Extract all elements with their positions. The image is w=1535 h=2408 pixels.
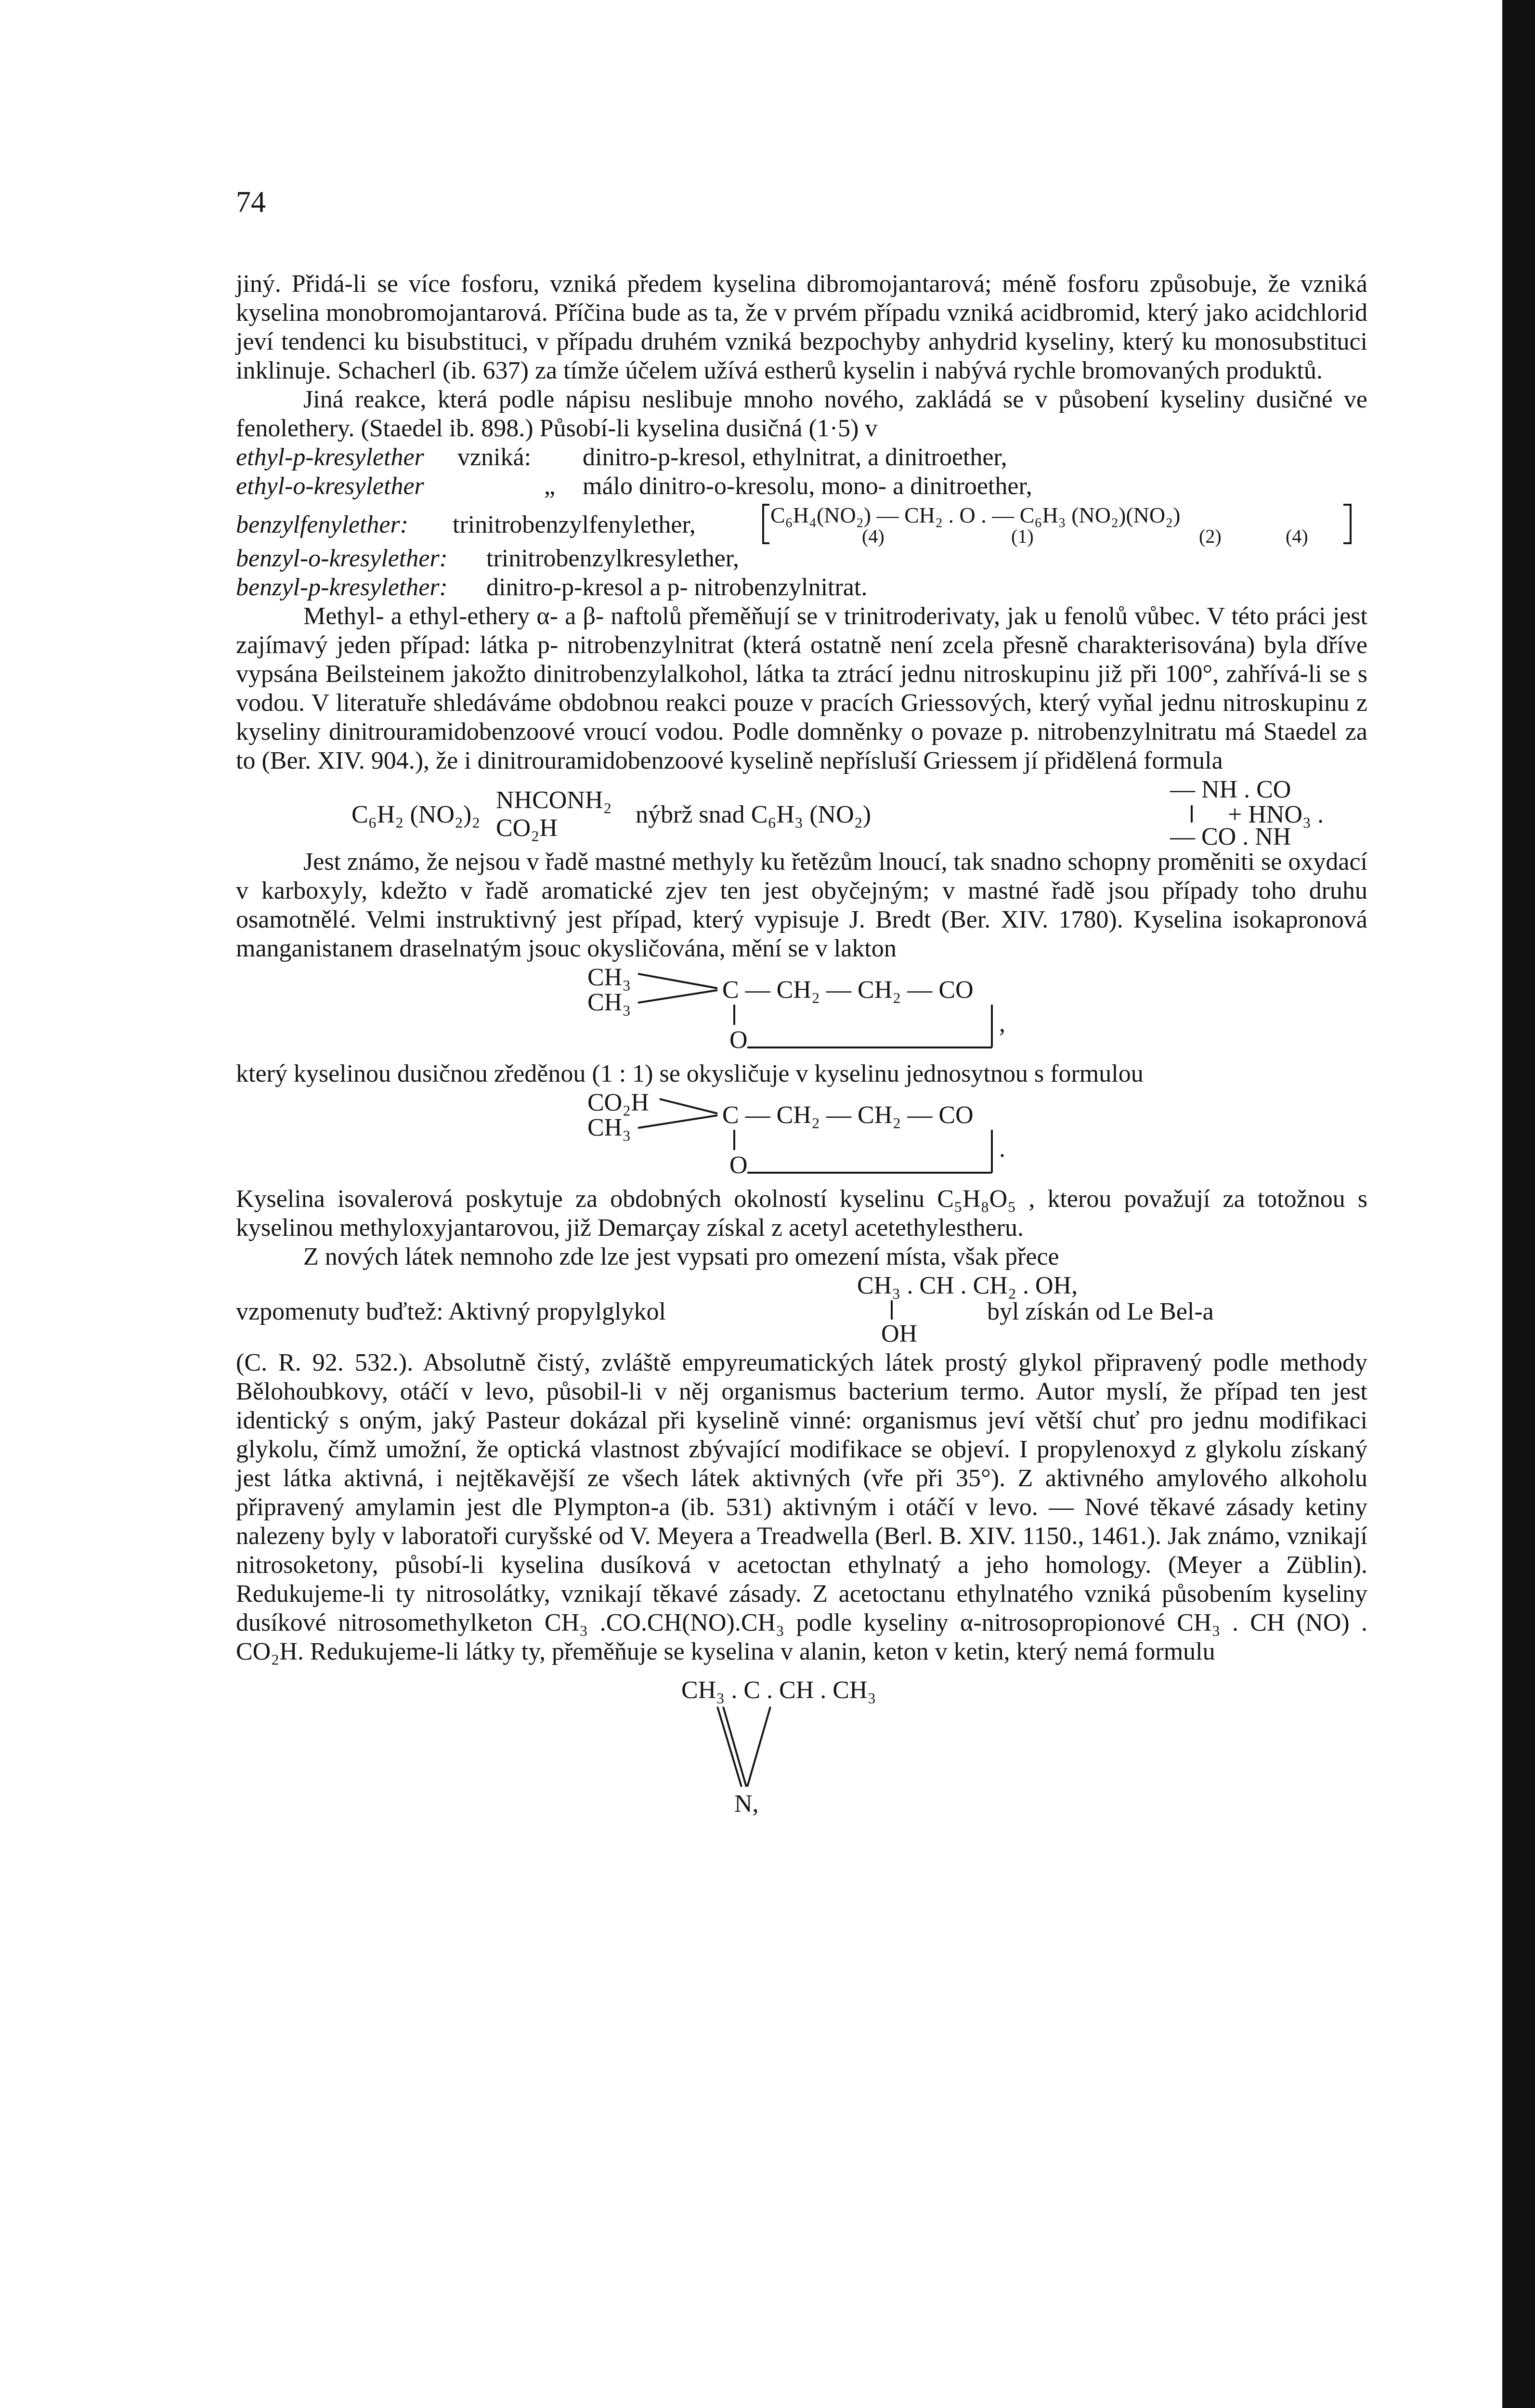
list-item: benzyl-o-kresylether: trinitrobenzylkresylether, (236, 545, 739, 572)
paragraph-4: Jest známo, že nejsou v řadě mastné methyly ku řetězům lnoucí, tak snadno schopny proměniti se oxydací v karboxyly, kdežto v řadě aromatické zjev ten jest obyčejným; v mastné řadě jsou případy toho druhu osamotnělé. Velmi instruktivný jest případ, který vypisuje J. Bredt (Ber. XIV. 1780). Kyselina isokapronová manganistanem draselnatým jsouc okysličována, mění se v lakton (236, 848, 1367, 962)
paragraph-3: Methyl- a ethyl-ethery α- a β- naftolů přeměňují se v trinitroderivaty, jak u fenolů vůbec. V této práci jest zajímavý jeden případ: látka p- nitrobenzylnitrat (která ostatně není zcela přesně charakterisována) byla dříve vypsána Beilsteinem jakožto dinitrobenzylalkohol, látka ta ztrácí jednu nitroskupinu již při 100°, zahřívá-li se s vodou. V literatuře shledáváme obdobnou reakci pouze v pracích Griessových, který vyňal jednu nitroskupinu z kyseliny dinitrouramidobenzoové vroucí vodou. Podle domněnky o povaze p. nitrobenzylnitratu má Staedel za to (Ber. XIV. 904.), že i dinitrouramidobenzoové kyselině nepřísluší Griessem jí přidělená formula (236, 602, 1367, 774)
scan-edge (1502, 0, 1535, 2408)
formula-glykol: CH₃ . CH . CH₂ . OH, vzpomenuty buďtež: Aktivný propylglykol byl získán od Le Bel-a OH (236, 1272, 1214, 1348)
list-item: ethyl-o-kresylether „ málo dinitro-o-kresolu, mono- a dinitroether, (236, 472, 1032, 500)
bracket-lines (236, 501, 1367, 544)
paragraph-8: (C. R. 92. 532.). Absolutně čistý, zvláště empyreumatických látek prostý glykol připravený podle methody Bělohoubkovy, otáčí v levo, působil-li v něj organismus bacterium termo. Autor myslí, že případ ten jest identický s oným, jaký Pasteur dokázal při kyselině vinné: organismus jeví větší chuť pro jednu modifikaci glykolu, čímž umožní, že optická vlastnost zbývající modifikace se objeví. I propylenoxyd z glykolu získaný jest látka aktivná, i nejtěkavější ze všech látek aktivných (vře při 35°). Z aktivného amylového alkoholu připravený amylamin jest dle Plympton-a (ib. 531) aktivným i otáčí v levo. — Nové těkavé zásady ketiny nalezeny byly v laboratoři curyšské od V. Meyera a Treadwella (Berl. B. XIV. 1150., 1461.). Jak známo, vznikají nitrosoketony, působí-li kyselina dusíková v acetoctan ethylnatý a jeho homology. (Meyer a Züblin). Redukujeme-li ty nitrosolátky, vznikají těkavé zásady. Z acetoctanu ethylnatého vzniká působením kyseliny dusíkové nitrosomethylketon CH₃ .CO.CH(NO).CH₃ podle kyseliny α-nitrosopropionové CH₃ . CH (NO) . CO₂H. Redukujeme-li látky ty, přeměňuje se kyselina v alanin, keton v ketin, který nemá formulu (236, 1349, 1367, 1665)
bracket-formula: C₆H₄(NO₂) — CH₂ . O . — C₆H₃ (NO₂)(NO₂) (770, 503, 1181, 527)
paragraph-7: Z nových látek nemnoho zde lze jest vypsati pro omezení místa, však přece (303, 1243, 1059, 1270)
paragraph-6: Kyselina isovalerová poskytuje za obdobných okolností kyselinu C₅H₈O₅ , kterou považují za totožnou s kyselinou methyloxyjantarovou, již Demarçay získal z acetyl acetethylestheru. (236, 1185, 1367, 1242)
formula-lakton: CH₃ CH₃ C — CH₂ — CH₂ — CO O , (587, 964, 1005, 1054)
list-item: benzyl-p-kresylether: dinitro-p-kresol a p- nitrobenzylnitrat. (236, 574, 868, 601)
paragraph-5: který kyselinou dusičnou zředěnou (1 : 1) se okysličuje v kyselinu jednosytnou s formulou (236, 1060, 1144, 1087)
page-number: 74 (236, 186, 266, 219)
list-item: benzylfenylether: trinitrobenzylfenylether, C₆H₄(NO₂) — CH₂ . O . — C₆H₃ (NO₂)(NO₂) (4) (1) (2) (4) (236, 501, 1367, 544)
list-item: ethyl-p-kresylether vzniká: dinitro-p-kresol, ethylnitrat, a dinitroether, (236, 444, 1007, 471)
formula-uramido: — NH . CO C₆H₂ (NO₂)₂ NHCONH₂ CO₂H nýbrž snad C₆H₃ (NO₂) + HNO₃ . — CO . NH (351, 776, 1324, 851)
formula-ketin: CH₃ . C . CH . CH₃ N, (681, 1676, 876, 1818)
paragraph-2: Jiná reakce, která podle nápisu neslibuje mnoho nového, zakládá se v působení kyseliny dusičné ve fenolethery. (Staedel ib. 898.) Působí-li kyselina dusičná (1·5) v (236, 386, 1367, 442)
paragraph-1: jiný. Přidá-li se více fosforu, vzniká předem kyselina dibromojantarová; méně fosforu způsobuje, že vzniká kyselina monobromojantarová. Příčina bude as ta, že v prvém případu vzniká acidbromid, který jako acidchlorid jeví tendenci ku bisubstituci, v případu druhém vzniká bezpochyby anhydrid kyseliny, který ku monosubstituci inklinuje. Schacherl (ib. 637) za tímže účelem užívá estherů kyselin i nabývá rychle bromovaných produktů. (236, 270, 1367, 384)
page-body (236, 270, 1367, 1820)
formula-acid: CO₂H CH₃ C — CH₂ — CH₂ — CO O . (587, 1089, 1005, 1179)
